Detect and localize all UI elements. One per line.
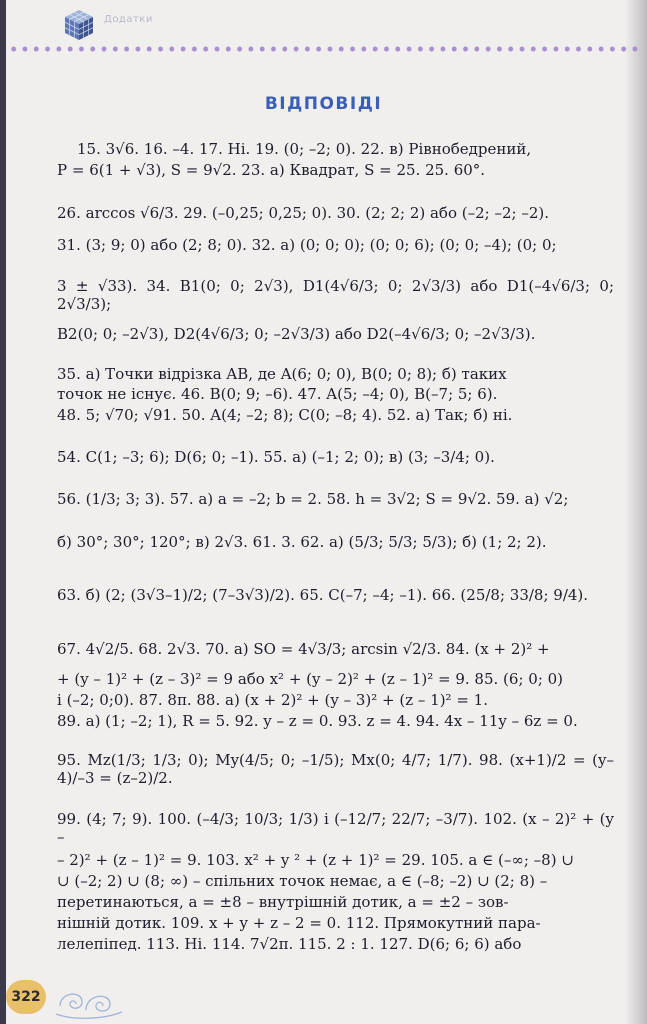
answer-line: лелепіпед. 113. Ні. 114. 7√2π. 115. 2 : 1. 127. D(6; 6; 6) або [57,935,522,953]
answer-line: 54. C(1; –3; 6); D(6; 0; –1). 55. а) (–1; 2; 0); в) (3; –3/4; 0). [57,448,495,466]
answer-line: 31. (3; 9; 0) або (2; 8; 0). 32. а) (0; 0; 0); (0; 0; 6); (0; 0; –4); (0; 0; [57,236,557,254]
answer-line: P = 6(1 + √3), S = 9√2. 23. а) Квадрат, S = 25. 25. 60°. [57,161,486,179]
answer-line: 99. (4; 7; 9). 100. (–4/3; 10/3; 1/3) і (–12/7; 22/7; –3/7). 102. (x – 2)² + (y – [57,810,614,846]
answer-line: 67. 4√2/5. 68. 2√3. 70. а) SO = 4√3/3; arcsin √2/3. 84. (x + 2)² + [57,640,550,658]
page-binding-edge [0,0,6,1024]
page-number: 322 [6,980,46,1014]
running-head: Додатки [104,14,153,25]
answer-line: 15. 3√6. 16. –4. 17. Ні. 19. (0; –2; 0). 22. в) Рівнобедрений, [77,140,532,158]
answer-line: 63. б) (2; (3√3–1)/2; (7–3√3)/2). 65. C(–7; –4; –1). 66. (25/8; 33/8; 9/4). [57,586,589,604]
answer-line: нішній дотик. 109. x + y + z – 2 = 0. 112. Прямокутний пара- [57,914,541,932]
answer-line: 3 ± √33). 34. B1(0; 0; 2√3), D1(4√6/3; 0; 2√3/3) або D1(–4√6/3; 0; 2√3/3); [57,277,614,313]
answer-line: перетинаються, a = ±8 – внутрішній дотик, a = ±2 – зов- [57,893,509,911]
answer-line: 35. а) Точки відрізка AB, де A(6; 0; 0), B(0; 0; 8); б) таких [57,365,507,383]
page-shadow [625,0,647,1024]
section-title: ВІДПОВІДІ [264,94,383,114]
answer-line: точок не існує. 46. B(0; 9; –6). 47. A(5; –4; 0), B(–7; 5; 6). [57,385,498,403]
answer-line: 26. arccos √6/3. 29. (–0,25; 0,25; 0). 30. (2; 2; 2) або (–2; –2; –2). [57,204,550,222]
answer-line: ∪ (–2; 2) ∪ (8; ∞) – спільних точок немає, a ∈ (–8; –2) ∪ (2; 8) – [57,872,548,890]
answer-line: 89. а) (1; –2; 1), R = 5. 92. y – z = 0. 93. z = 4. 94. 4x – 11y – 6z = 0. [57,712,578,730]
answer-line: – 2)² + (z – 1)² = 9. 103. x² + y ² + (z + 1)² = 29. 105. a ∈ (–∞; –8) ∪ [57,851,574,869]
spiral-ornament-icon [52,976,126,1020]
answer-line: і (–2; 0;0). 87. 8π. 88. а) (x + 2)² + (y – 3)² + (z – 1)² = 1. [57,691,488,709]
answer-line: + (y – 1)² + (z – 3)² = 9 або x² + (y – 2)² + (z – 1)² = 9. 85. (6; 0; 0) [57,670,564,688]
answer-line: 95. Mz(1/3; 1/3; 0); My(4/5; 0; –1/5); Mx(0; 4/7; 1/7). 98. (x+1)/2 = (y–4)/–3 = (z–2)/2. [57,751,614,787]
answer-line: б) 30°; 30°; 120°; в) 2√3. 61. 3. 62. а) (5/3; 5/3; 5/3); б) (1; 2; 2). [57,533,547,551]
answer-line: 48. 5; √70; √91. 50. A(4; –2; 8); C(0; –8; 4). 52. а) Так; б) ні. [57,406,513,424]
cube-logo-icon [62,8,96,42]
dotted-divider [8,45,643,53]
answer-line: 56. (1/3; 3; 3). 57. а) a = –2; b = 2. 58. h = 3√2; S = 9√2. 59. а) √2; [57,490,569,508]
answer-line: B2(0; 0; –2√3), D2(4√6/3; 0; –2√3/3) або D2(–4√6/3; 0; –2√3/3). [57,325,536,343]
answers-text [57,140,614,960]
